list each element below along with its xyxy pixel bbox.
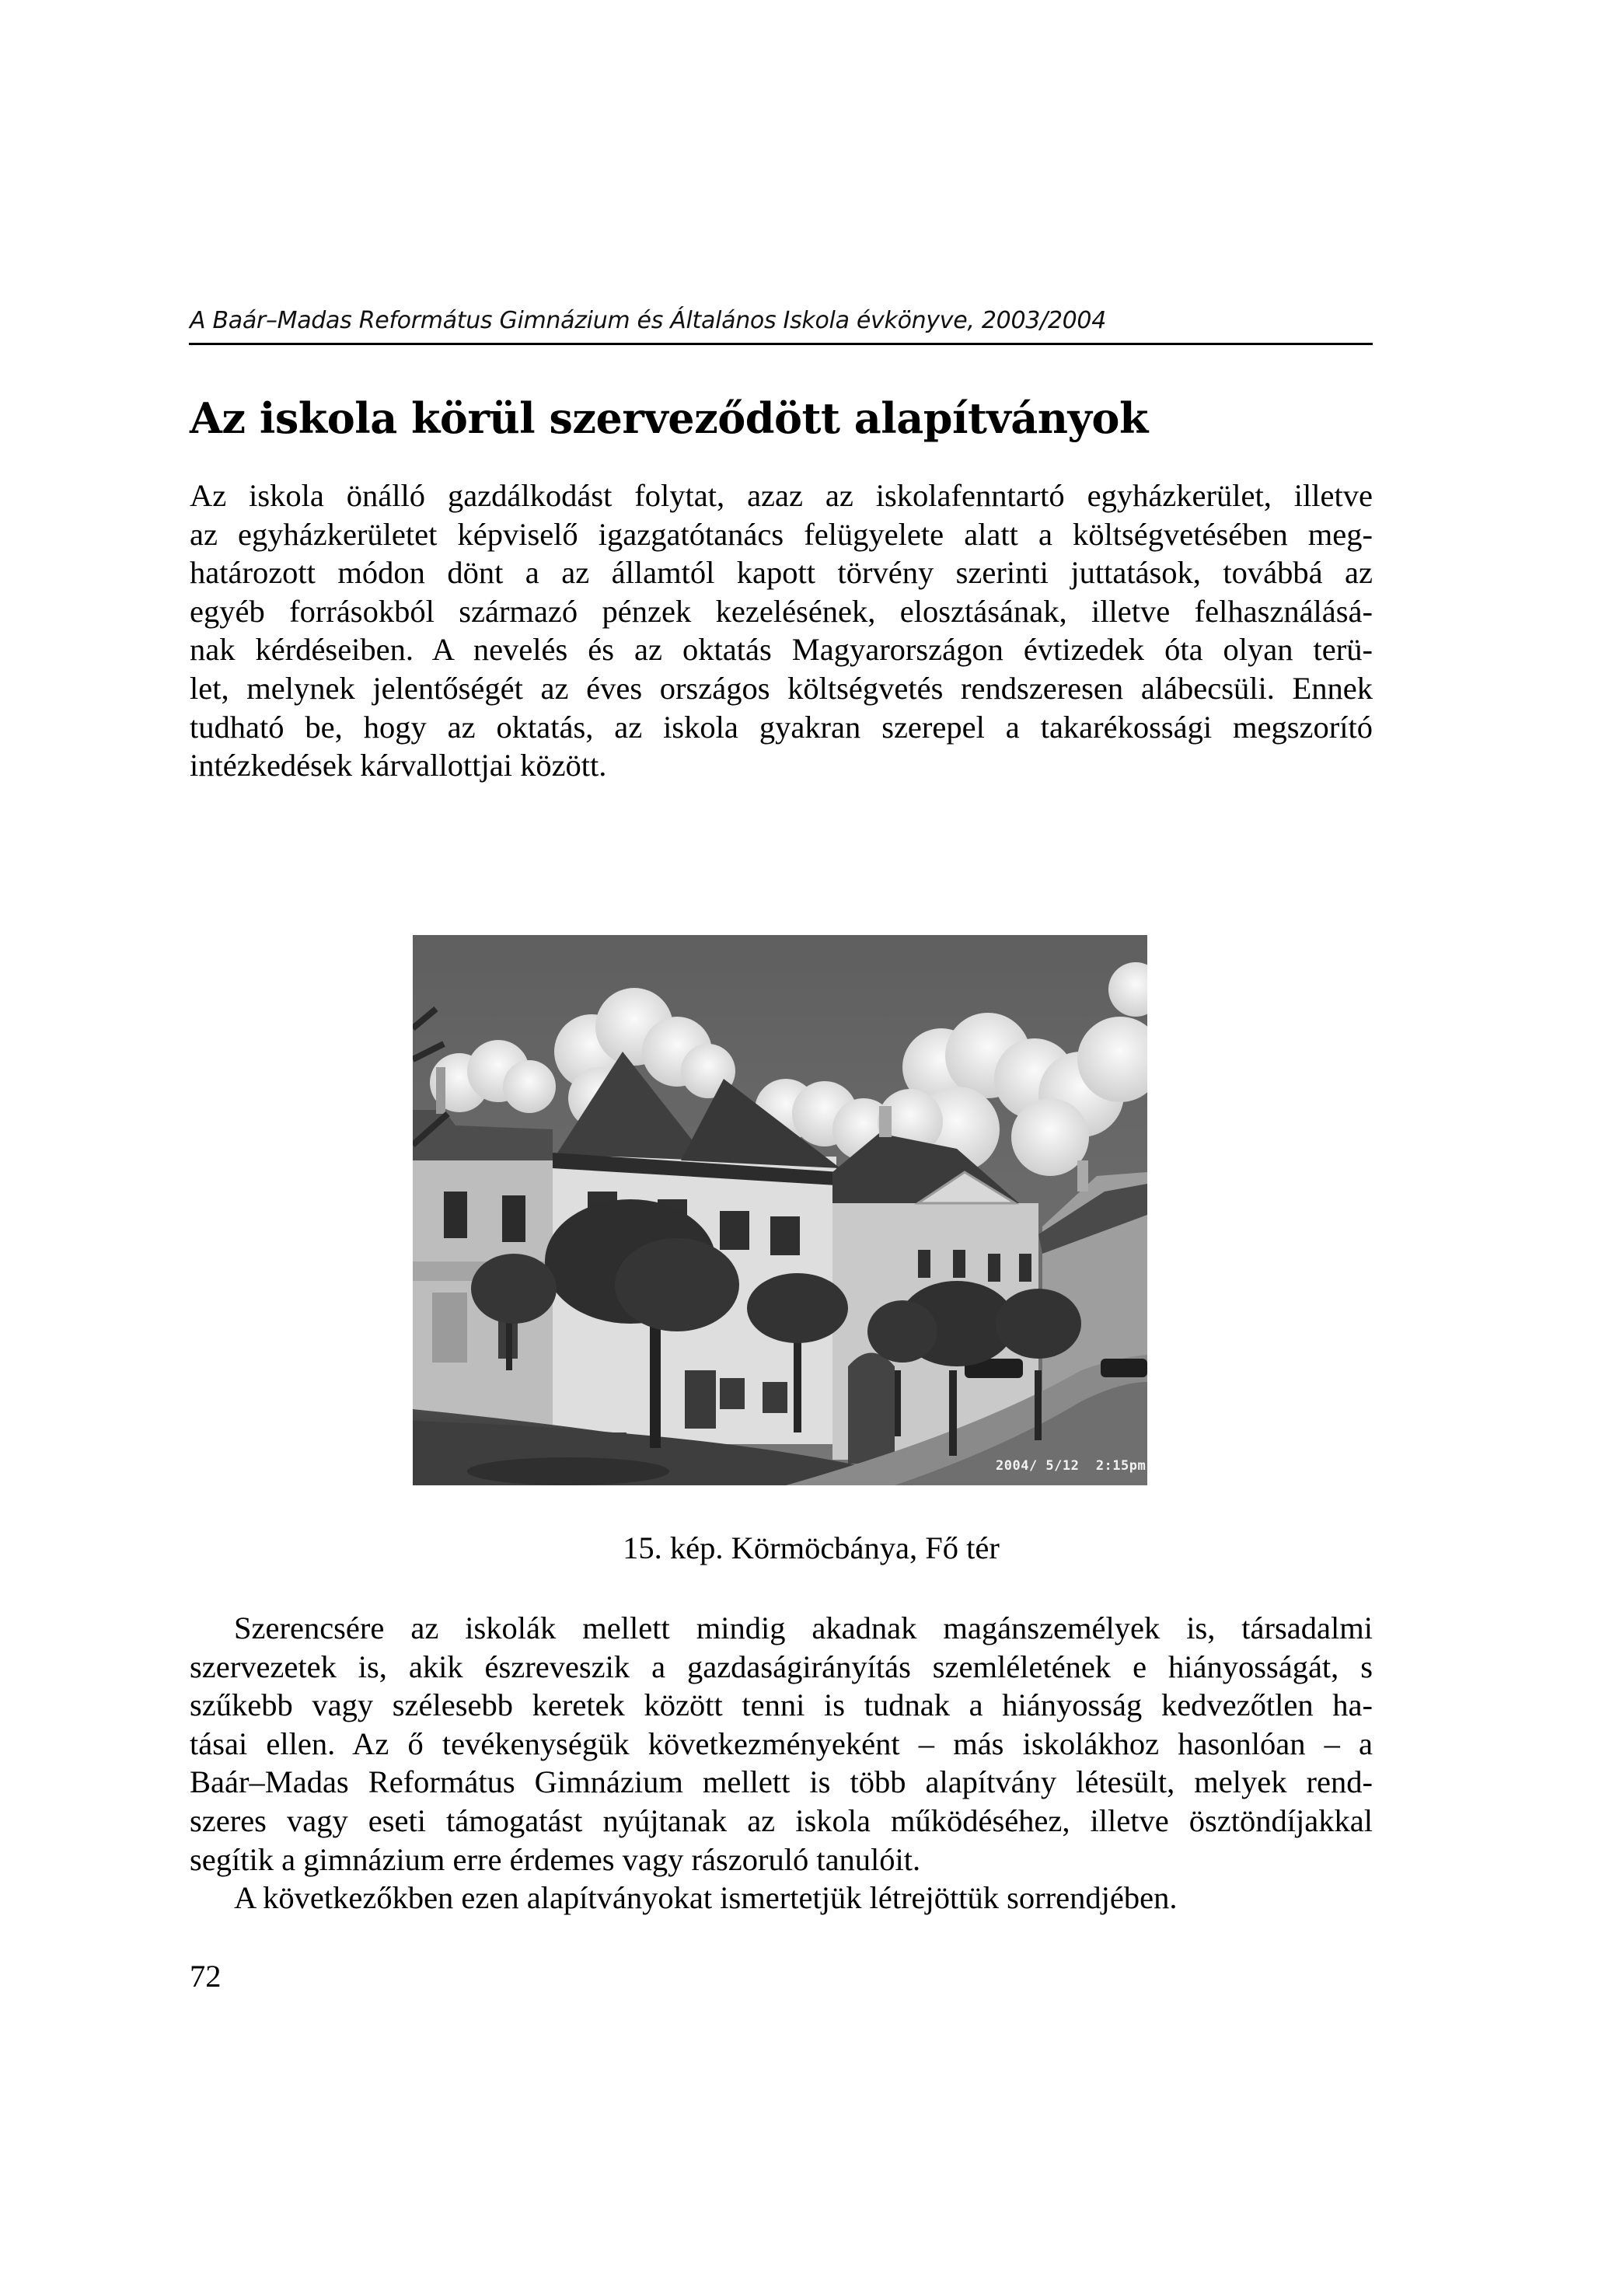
paragraph-line: szeres vagy eseti támogatást nyújtanak az iskola működéséhez, illetve ösztöndíjakkal (190, 1802, 1373, 1838)
paragraph-line: A következőkben ezen alapítványokat ismertetjük létrejöttük sorrendjében. (234, 1880, 1178, 1916)
page-number: 72 (190, 1959, 222, 1994)
paragraph-line: Az iskola önálló gazdálkodást folytat, azaz az iskolafenntartó egyházkerület, illetve (190, 478, 1373, 513)
paragraph-line: szűkebb vagy szélesebb keretek között tenni is tudnak a hiányosság kedvezőtlen ha- (190, 1687, 1373, 1723)
paragraph-line: határozott módon dönt a az államtól kapott törvény szerinti juttatások, továbbá az (190, 555, 1373, 591)
town-square-photo (413, 935, 1147, 1485)
paragraph-line: let, melynek jelentőségét az éves országos költségvetés rendszeresen alábecsüli. Ennek (190, 670, 1373, 706)
paragraph-line: Baár–Madas Református Gimnázium mellett is több alapítvány létesült, melyek rend- (190, 1764, 1373, 1800)
running-head: A Baár–Madas Református Gimnázium és Általános Iskola évkönyve, 2003/2004 (190, 307, 1106, 334)
paragraph-line: intézkedések kárvallottjai között. (190, 748, 607, 783)
header-rule (189, 343, 1373, 345)
section-title: Az iskola körül szerveződött alapítványok (190, 393, 1148, 443)
paragraph-line: tásai ellen. Az ő tevékenységük következményeként – más iskolákhoz hasonlóan – a (190, 1725, 1373, 1761)
figure-caption: 15. kép. Körmöcbánya, Fő tér (623, 1530, 1000, 1565)
photo-figure (413, 935, 1147, 1485)
intro-paragraph (190, 476, 1373, 785)
paragraph-line: Szerencsére az iskolák mellett mindig akadnak magánszemélyek is, társadalmi (234, 1610, 1373, 1645)
paragraph-line: szervezetek is, akik észreveszik a gazdaságirányítás szemléletének e hiányosságát, s (190, 1649, 1373, 1684)
body-paragraph (190, 1609, 1373, 1917)
photo-timestamp: 2004/ 5/12 2:15pm (996, 1458, 1147, 1474)
paragraph-line: tudható be, hogy az oktatás, az iskola gyakran szerepel a takarékossági megszorító (190, 709, 1373, 745)
paragraph-line: egyéb forrásokból származó pénzek kezelésének, elosztásának, illetve felhasználásá- (190, 593, 1373, 629)
tree-shadow (467, 1457, 669, 1485)
paragraph-line: az egyházkerületet képviselő igazgatótanács felügyelete alatt a költségvetésében meg- (190, 516, 1373, 552)
paragraph-line: nak kérdéseiben. A nevelés és az oktatás Magyarországon évtizedek óta olyan terü- (190, 632, 1373, 668)
paragraph-line: segítik a gimnázium erre érdemes vagy rászoruló tanulóit. (190, 1841, 921, 1877)
